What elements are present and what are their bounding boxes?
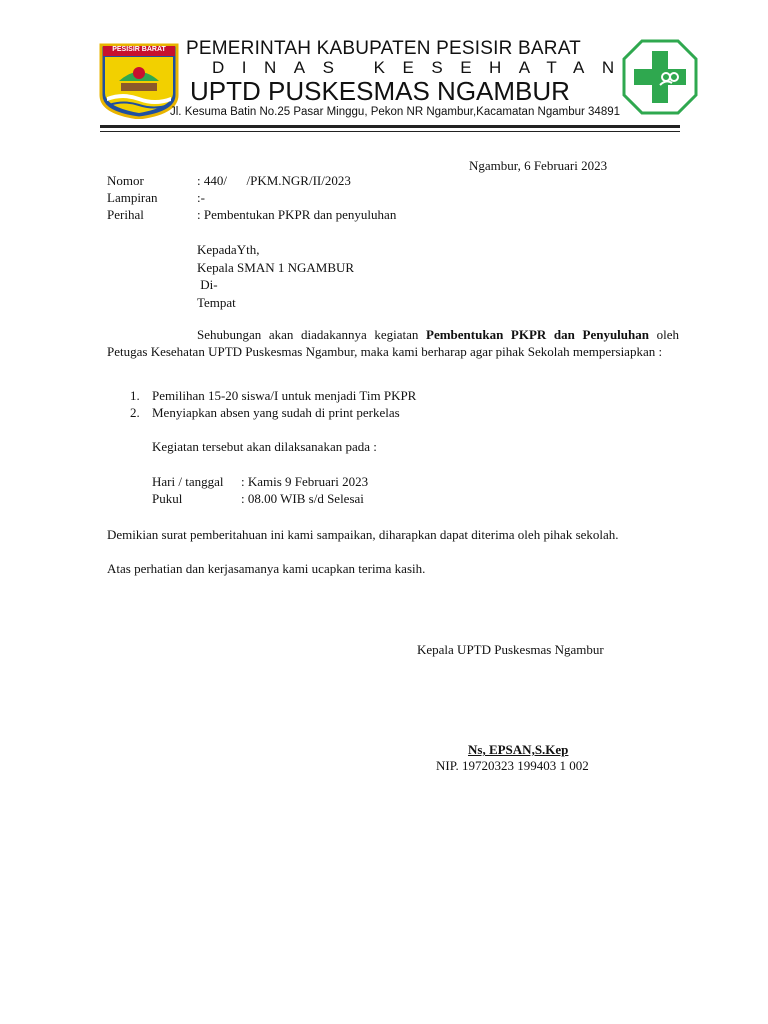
letterhead-line2: DINAS KESEHATAN	[212, 58, 632, 77]
closing-thanks: Atas perhatian dan kerjasamanya kami ucapkan terima kasih.	[107, 561, 426, 576]
letterhead-line1: PEMERINTAH KABUPATEN PESISIR BARAT	[186, 38, 581, 59]
letter-date: Ngambur, 6 Februari 2023	[469, 158, 608, 173]
lampiran-value: :-	[197, 190, 205, 205]
pukul-label: Pukul	[152, 491, 183, 506]
list-item-2-text: Menyiapkan absen yang sudah di print perkelas	[152, 405, 400, 420]
nomor-value: : 440/ /PKM.NGR/II/2023	[197, 173, 351, 188]
hari-label: Hari / tanggal	[152, 474, 224, 489]
list-item-1-num: 1.	[130, 388, 140, 403]
recipient-line4: Tempat	[197, 295, 236, 310]
pukul-value: : 08.00 WIB s/d Selesai	[241, 491, 364, 506]
signature-name-text: Ns, EPSAN,S.Kep	[468, 742, 569, 757]
body-p1-start: Sehubungan akan diadakannya kegiatan	[197, 327, 427, 342]
recipient-line2: Kepala SMAN 1 NGAMBUR	[197, 260, 355, 275]
logo-banner-text: PESISIR BARAT	[112, 46, 166, 53]
body-p1-bold: Pembentukan PKPR dan Penyuluhan	[426, 327, 649, 342]
perihal-value: : Pembentukan PKPR dan penyuluhan	[197, 207, 397, 222]
body-p1-end: oleh Petugas Kesehatan UPTD Puskesmas Ngambur, maka kami berharap agar pihak Sekolah mempersiapkan :	[107, 327, 679, 359]
event-intro: Kegiatan tersebut akan dilaksanakan pada :	[152, 439, 377, 454]
lampiran-label: Lampiran	[107, 190, 158, 205]
nomor-label: Nomor	[107, 173, 144, 188]
signature-name	[468, 741, 568, 758]
header-rule-thin	[100, 131, 680, 132]
signature-title: Kepala UPTD Puskesmas Ngambur	[417, 642, 604, 657]
recipient-line1: KepadaYth,	[197, 242, 260, 257]
list-item-1-text: Pemilihan 15-20 siswa/I untuk menjadi Tim PKPR	[152, 388, 417, 403]
pesisir-barat-logo	[99, 43, 179, 119]
list-item-2-num: 2.	[130, 405, 140, 420]
closing-paragraph: Demikian surat pemberitahuan ini kami sampaikan, diharapkan dapat diterima oleh pihak sekolah.	[107, 527, 619, 542]
perihal-label: Perihal	[107, 207, 144, 222]
letterhead-line3: UPTD PUSKESMAS NGAMBUR	[190, 76, 570, 106]
body-paragraph	[107, 326, 679, 360]
signature-nip: NIP. 19720323 199403 1 002	[436, 758, 589, 773]
puskesmas-cross-logo	[622, 39, 698, 115]
recipient-line3: Di-	[197, 277, 218, 292]
hari-value: : Kamis 9 Februari 2023	[241, 474, 369, 489]
letterhead-address: Jl. Kesuma Batin No.25 Pasar Minggu, Pekon NR Ngambur,Kacamatan Ngambur 34891	[170, 106, 621, 118]
header-rule-thick	[100, 125, 680, 128]
